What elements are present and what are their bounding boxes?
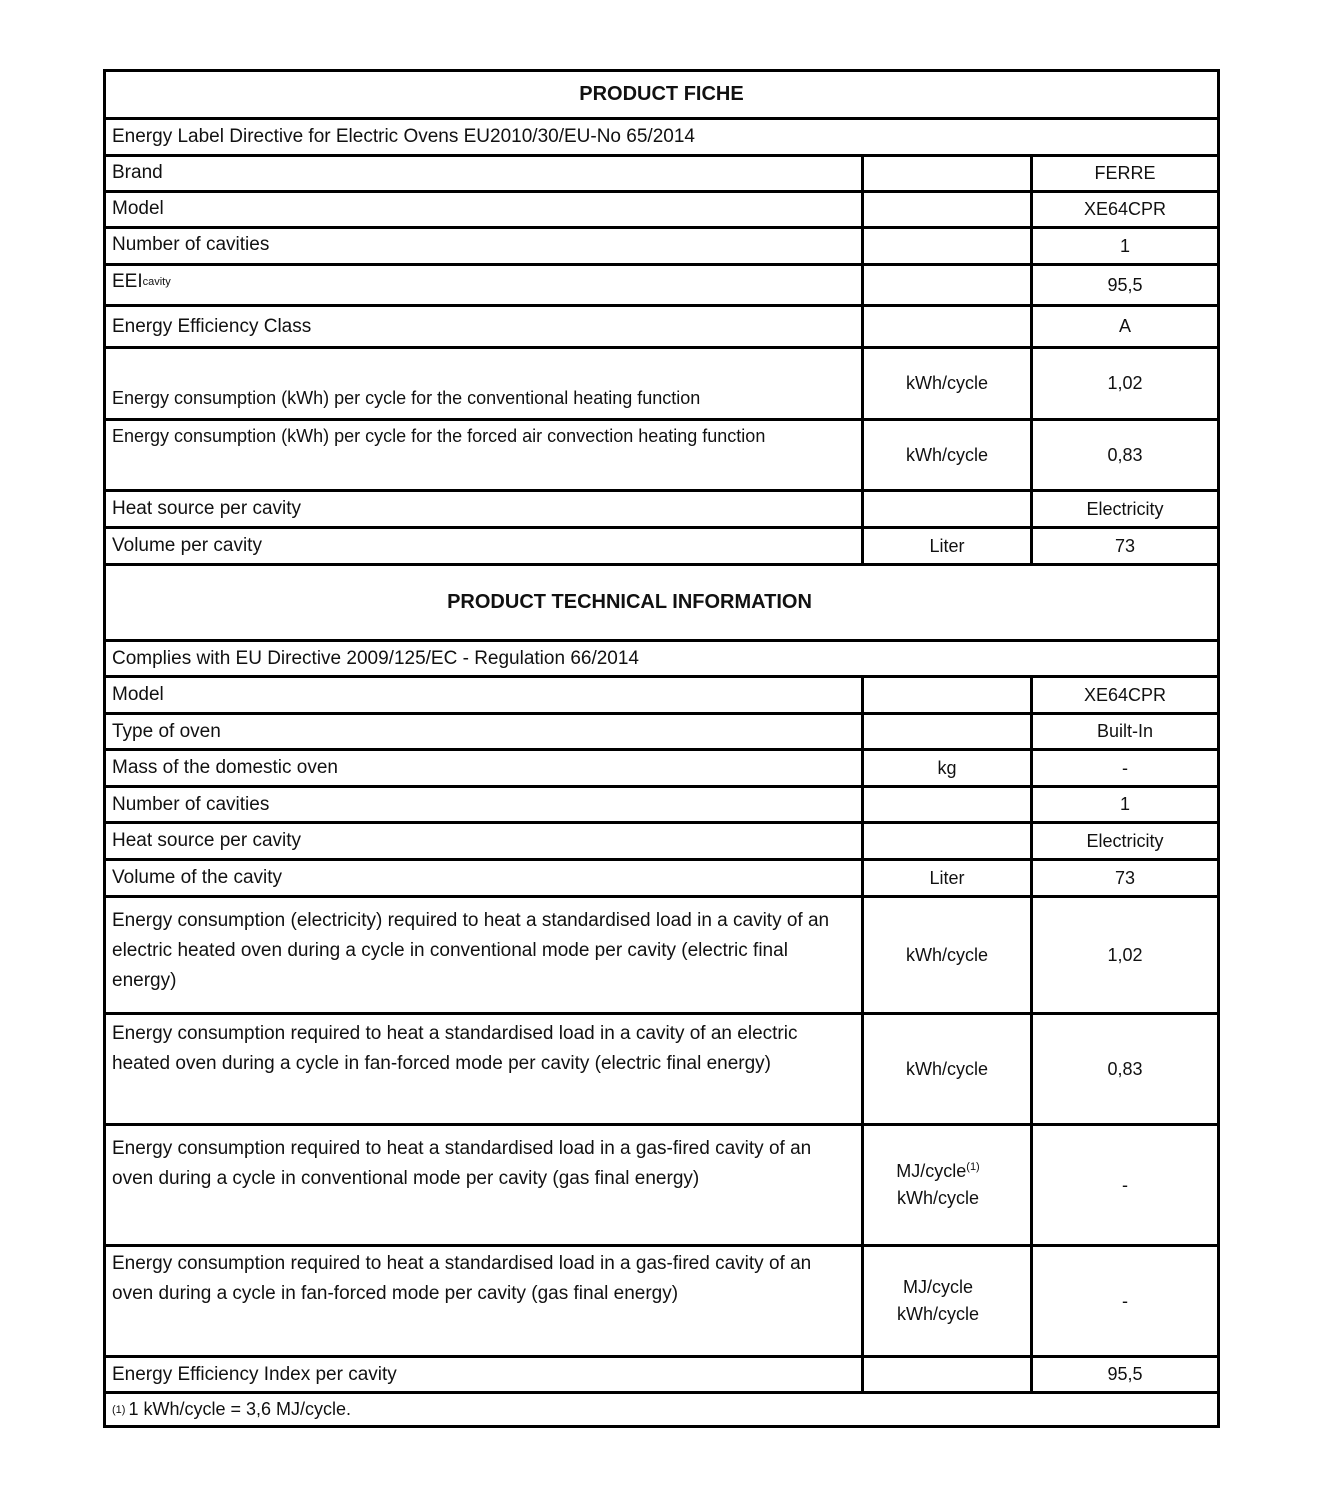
row-label: Energy Efficiency Index per cavity bbox=[112, 1363, 397, 1385]
fiche-row-eei bbox=[106, 263, 1217, 304]
technical-directive: Complies with EU Directive 2009/125/EC - Regulation 66/2014 bbox=[112, 647, 639, 669]
unit-mj: MJ/cycle bbox=[896, 1161, 967, 1181]
row-unit bbox=[861, 715, 1030, 748]
row-value: 73 bbox=[1030, 529, 1217, 563]
row-unit: Liter bbox=[861, 529, 1030, 563]
row-value: A bbox=[1030, 307, 1217, 346]
tech-row-electric-fan bbox=[106, 1012, 1217, 1123]
fiche-directive-row bbox=[106, 117, 1217, 154]
unit-kwh: kWh/cycle bbox=[896, 1304, 979, 1324]
tech-row-type bbox=[106, 712, 1217, 748]
row-unit bbox=[861, 307, 1030, 346]
row-unit bbox=[861, 1358, 1030, 1391]
row-unit bbox=[861, 1247, 1030, 1355]
product-fiche-sheet bbox=[103, 69, 1220, 1428]
row-label: Volume of the cavity bbox=[112, 867, 283, 888]
row-label: Energy consumption (kWh) per cycle for the forced air convection heating function bbox=[112, 426, 766, 446]
row-value: XE64CPR bbox=[1030, 193, 1217, 226]
row-label: Number of cavities bbox=[112, 793, 270, 815]
fiche-row-model bbox=[106, 190, 1217, 226]
row-value: Electricity bbox=[1030, 492, 1217, 526]
row-label: Number of cavities bbox=[112, 234, 270, 255]
fiche-heading-row bbox=[106, 72, 1217, 117]
row-value: XE64CPR bbox=[1030, 678, 1217, 712]
row-value: 0,83 bbox=[1030, 1015, 1217, 1123]
fiche-row-forced-air bbox=[106, 418, 1217, 489]
row-unit bbox=[861, 678, 1030, 712]
unit-kwh: kWh/cycle bbox=[896, 1188, 979, 1208]
tech-row-volume bbox=[106, 858, 1217, 895]
row-unit: kWh/cycle bbox=[861, 421, 1030, 489]
technical-directive-row bbox=[106, 639, 1217, 675]
tech-row-heat-source bbox=[106, 821, 1217, 858]
tech-row-mass bbox=[106, 748, 1217, 785]
row-unit bbox=[861, 824, 1030, 858]
row-value: Built-In bbox=[1030, 715, 1217, 748]
row-value: 1,02 bbox=[1030, 349, 1217, 418]
row-value: 1,02 bbox=[1030, 898, 1217, 1012]
unit-mj: MJ/cycle bbox=[902, 1277, 973, 1297]
row-value: - bbox=[1030, 751, 1217, 785]
row-label: Energy consumption required to heat a standardised load in a cavity of an electric heated oven during a cycle in fan-forced mode per cavity (electric final energy) bbox=[112, 1023, 798, 1074]
tech-row-eei bbox=[106, 1355, 1217, 1391]
fiche-row-heat-source bbox=[106, 489, 1217, 526]
row-label: Type of oven bbox=[112, 720, 221, 742]
row-unit bbox=[861, 788, 1030, 821]
fiche-row-class bbox=[106, 304, 1217, 346]
row-unit: kWh/cycle bbox=[861, 1015, 1030, 1123]
technical-heading: PRODUCT TECHNICAL INFORMATION bbox=[447, 591, 812, 613]
row-label: Energy consumption (kWh) per cycle for the conventional heating function bbox=[112, 388, 701, 408]
row-label: Mass of the domestic oven bbox=[112, 757, 338, 778]
row-value: Electricity bbox=[1030, 824, 1217, 858]
row-value: FERRE bbox=[1030, 157, 1217, 190]
footnote-text: 1 kWh/cycle = 3,6 MJ/cycle. bbox=[128, 1399, 352, 1419]
row-label: Volume per cavity bbox=[112, 535, 262, 556]
row-value: 73 bbox=[1030, 861, 1217, 895]
footnote bbox=[106, 1394, 1217, 1425]
row-unit: kWh/cycle bbox=[861, 349, 1030, 418]
row-value: 95,5 bbox=[1030, 1358, 1217, 1391]
tech-row-electric-conventional bbox=[106, 895, 1217, 1012]
tech-row-cavities bbox=[106, 785, 1217, 821]
eei-label: EEI bbox=[112, 271, 143, 292]
row-label: Energy consumption required to heat a standardised load in a gas-fired cavity of an oven during a cycle in fan-forced mode per cavity (gas final energy) bbox=[112, 1253, 812, 1304]
row-label: Energy consumption (electricity) required to heat a standardised load in a cavity of an electric heated oven during a cycle in conventional mode per cavity (electric final energy) bbox=[112, 910, 830, 991]
row-value: 1 bbox=[1030, 229, 1217, 263]
footnote-mark: (1) bbox=[112, 1403, 126, 1416]
tech-row-gas-fan bbox=[106, 1244, 1217, 1355]
footnote-row bbox=[106, 1391, 1217, 1425]
fiche-row-conventional bbox=[106, 346, 1217, 418]
row-unit bbox=[861, 492, 1030, 526]
fiche-row-brand bbox=[106, 154, 1217, 190]
row-label: Energy consumption required to heat a standardised load in a gas-fired cavity of an oven during a cycle in conventional mode per cavity (gas final energy) bbox=[112, 1138, 812, 1189]
row-label: Heat source per cavity bbox=[112, 498, 302, 519]
row-label: Model bbox=[112, 684, 164, 705]
row-unit bbox=[861, 157, 1030, 190]
row-value: - bbox=[1030, 1247, 1217, 1355]
row-unit: kWh/cycle bbox=[861, 898, 1030, 1012]
row-unit bbox=[861, 229, 1030, 263]
fiche-row-volume bbox=[106, 526, 1217, 563]
footnote-mark: (1) bbox=[966, 1161, 980, 1173]
row-value: 1 bbox=[1030, 788, 1217, 821]
fiche-directive: Energy Label Directive for Electric Ovens EU2010/30/EU-No 65/2014 bbox=[112, 126, 695, 147]
row-unit bbox=[861, 1126, 1030, 1244]
tech-row-gas-conventional bbox=[106, 1123, 1217, 1244]
row-unit: kg bbox=[861, 751, 1030, 785]
row-unit: Liter bbox=[861, 861, 1030, 895]
tech-row-model bbox=[106, 675, 1217, 712]
fiche-row-cavities bbox=[106, 226, 1217, 263]
technical-heading-row bbox=[106, 563, 1217, 639]
row-label: Energy Efficiency Class bbox=[112, 315, 312, 337]
row-unit bbox=[861, 266, 1030, 304]
row-label bbox=[106, 266, 861, 304]
row-label: Model bbox=[112, 198, 164, 219]
row-unit bbox=[861, 193, 1030, 226]
unit-line-1 bbox=[896, 1161, 979, 1182]
row-value: 95,5 bbox=[1030, 266, 1217, 304]
row-value: - bbox=[1030, 1126, 1217, 1244]
row-label: Heat source per cavity bbox=[112, 830, 302, 851]
row-value: 0,83 bbox=[1030, 421, 1217, 489]
eei-subscript: cavity bbox=[142, 276, 171, 288]
row-label: Brand bbox=[112, 162, 163, 183]
fiche-heading: PRODUCT FICHE bbox=[579, 83, 744, 105]
